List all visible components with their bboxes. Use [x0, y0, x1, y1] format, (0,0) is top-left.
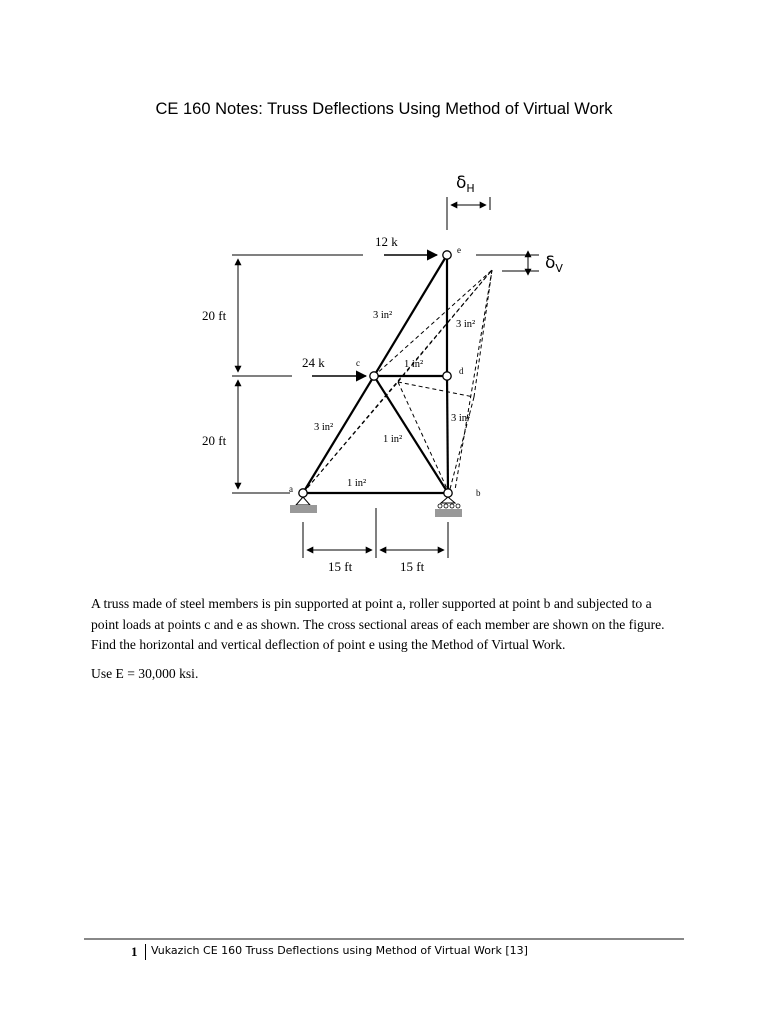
area-label-ed: 3 in² [456, 319, 476, 330]
footer-text: Vukazich CE 160 Truss Deflections using Method of Virtual Work [13] [151, 944, 528, 957]
node-label-a: a [289, 484, 293, 494]
deflected-shape [303, 270, 492, 493]
load-label-c: 24 k [302, 355, 325, 370]
page-title: CE 160 Notes: Truss Deflections Using Method of Virtual Work [155, 100, 613, 118]
page-footer [84, 938, 684, 959]
pin-support-icon [290, 497, 317, 513]
member-ac [303, 376, 374, 493]
node-label-c: c [356, 358, 360, 368]
problem-paragraph: A truss made of steel members is pin supported at point a, roller supported at point b and subjected to a point loads at points c and e as shown. The cross sectional areas of each member are shown on the figure. Find the horizontal and vertical deflection of point e using the Method of Virtual Work. [91, 596, 665, 653]
delta-v-label: $\delta_V$ [545, 253, 563, 275]
area-label-db: 3 in² [451, 413, 471, 424]
area-label-cb: 1 in² [383, 434, 403, 445]
delta-h-label: $\delta_H$ [456, 173, 475, 195]
horizontal-dimension [303, 508, 448, 558]
area-label-ce: 3 in² [373, 310, 393, 321]
node-label-b: b [476, 488, 481, 498]
vertical-dimension [232, 255, 363, 493]
roller-support-icon [435, 497, 462, 517]
area-label-ac: 3 in² [314, 422, 334, 433]
delta-v-dimension [476, 251, 539, 275]
area-label-cd: 1 in² [404, 359, 424, 370]
joint-d [443, 372, 451, 380]
node-label-e: e [457, 245, 461, 255]
area-label-ab: 1 in² [347, 478, 367, 489]
joint-a [299, 489, 307, 497]
dim-right-width: 15 ft [400, 559, 425, 574]
joint-e [443, 251, 451, 259]
problem-statement [91, 594, 681, 692]
load-label-e: 12 k [375, 234, 398, 249]
member-db [447, 376, 448, 493]
node-label-d: d [459, 366, 464, 376]
page-number: 1 [131, 944, 138, 959]
modulus-line: Use E = 30,000 ksi. [91, 665, 199, 681]
dim-lower-height: 20 ft [202, 433, 227, 448]
joint-b [444, 489, 452, 497]
dim-upper-height: 20 ft [202, 308, 227, 323]
dim-left-width: 15 ft [328, 559, 353, 574]
delta-h-dimension [447, 197, 490, 230]
joint-c [370, 372, 378, 380]
footer-divider [145, 944, 146, 960]
